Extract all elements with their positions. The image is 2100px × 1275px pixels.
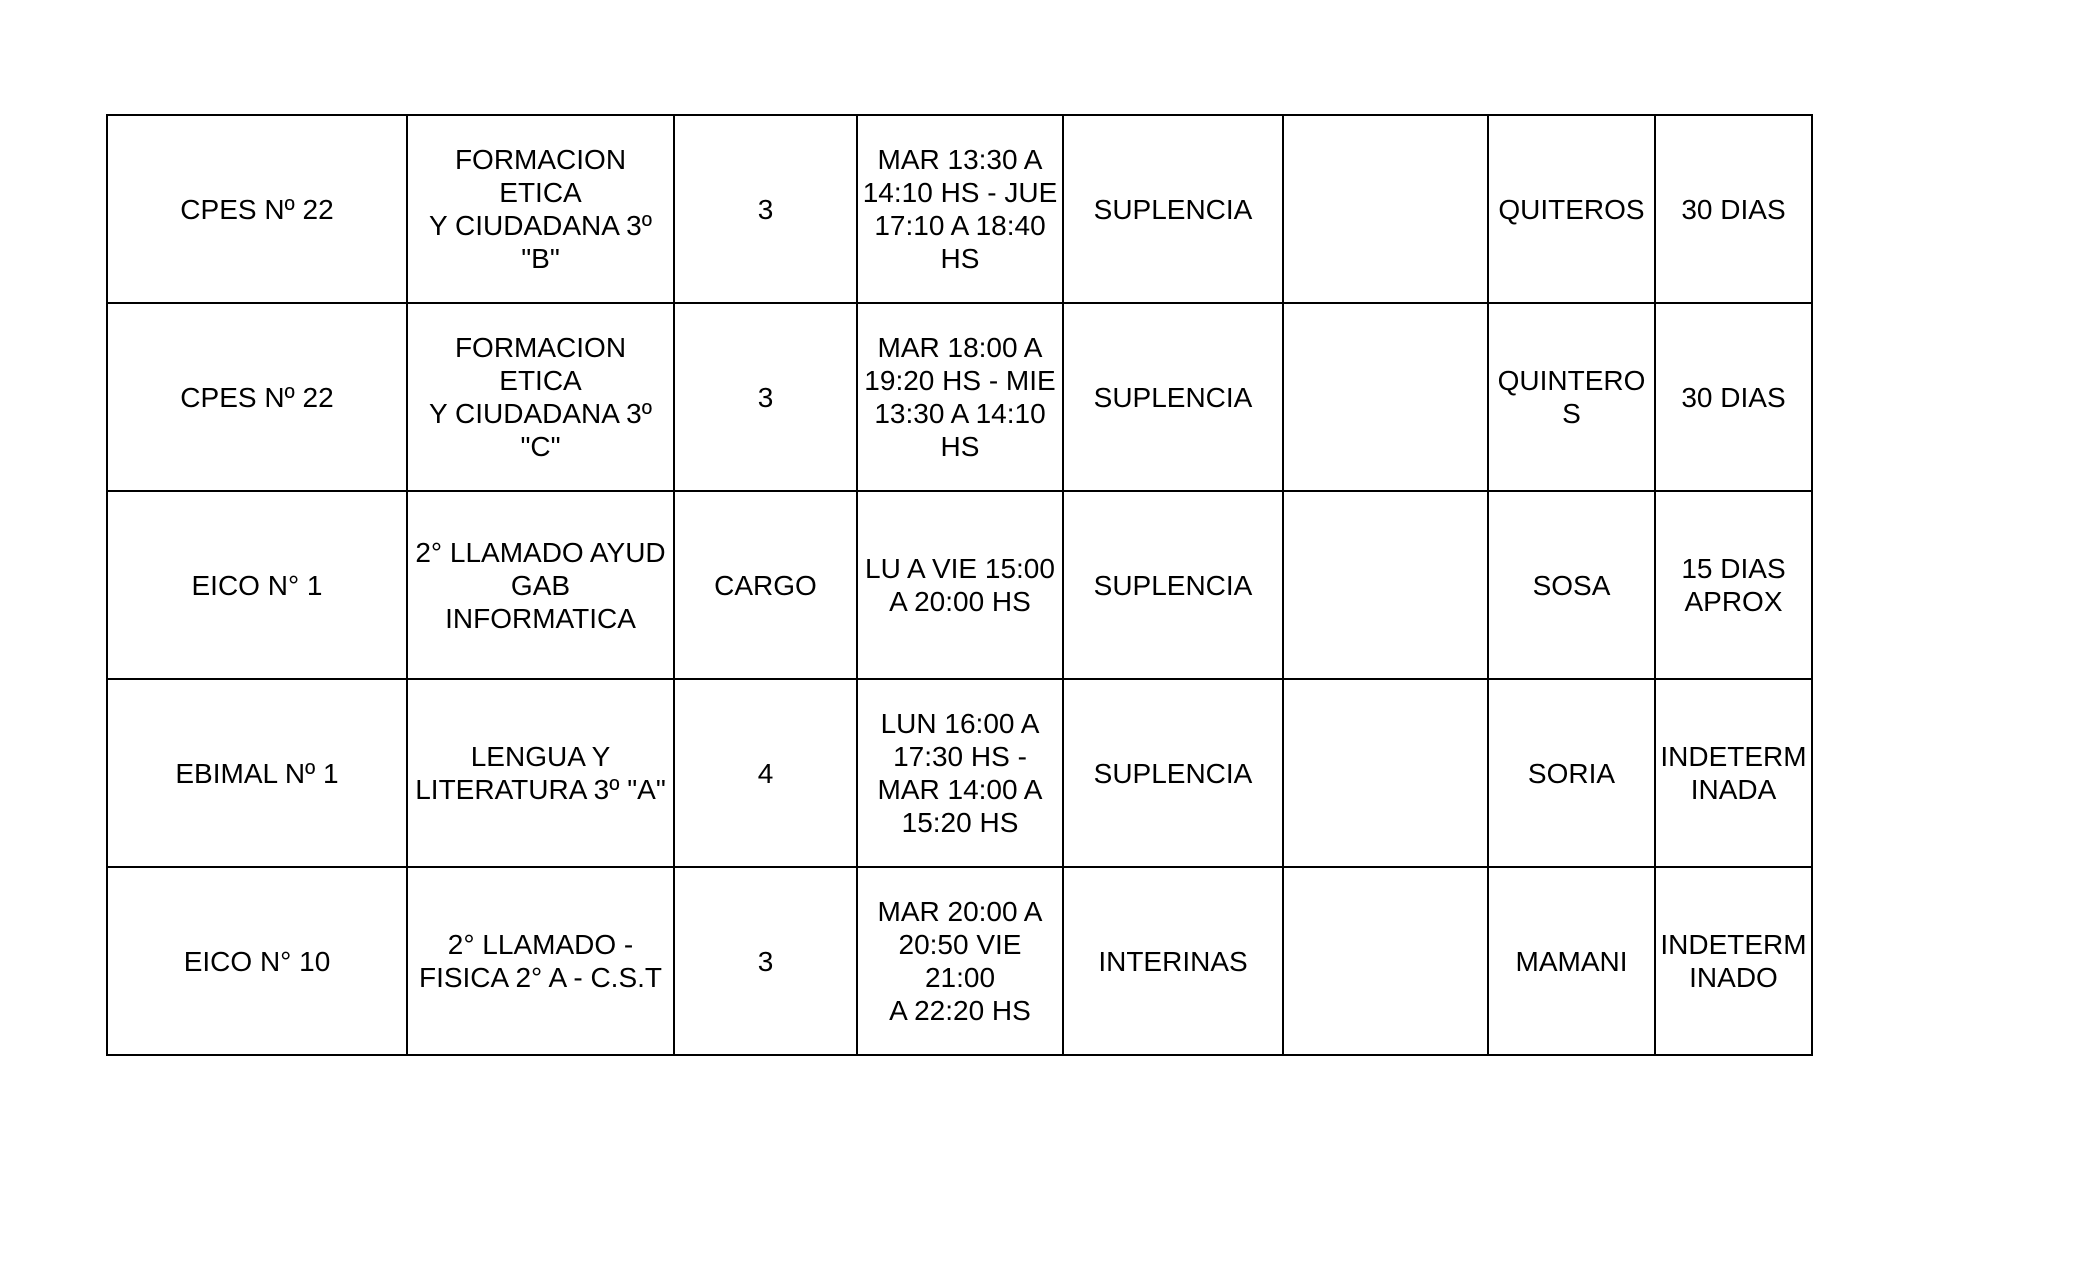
holder-cell: SORIA [1488, 679, 1655, 867]
type-cell: SUPLENCIA [1063, 679, 1283, 867]
type-cell: SUPLENCIA [1063, 303, 1283, 491]
duration-cell: INDETERM INADO [1655, 867, 1812, 1055]
subject-cell: FORMACION ETICA Y CIUDADANA 3º "B" [407, 115, 674, 303]
subject-cell: LENGUA Y LITERATURA 3º "A" [407, 679, 674, 867]
hours-cell: CARGO [674, 491, 857, 679]
holder-cell: QUINTERO S [1488, 303, 1655, 491]
duration-cell: 15 DIAS APROX [1655, 491, 1812, 679]
subject-cell: 2° LLAMADO - FISICA 2° A - C.S.T [407, 867, 674, 1055]
holder-cell: MAMANI [1488, 867, 1655, 1055]
type-cell: INTERINAS [1063, 867, 1283, 1055]
type-cell: SUPLENCIA [1063, 115, 1283, 303]
duration-cell: INDETERM INADA [1655, 679, 1812, 867]
blank-cell [1283, 679, 1488, 867]
duration-cell: 30 DIAS [1655, 115, 1812, 303]
schedule-cell: MAR 13:30 A 14:10 HS - JUE 17:10 A 18:40 HS [857, 115, 1063, 303]
blank-cell [1283, 867, 1488, 1055]
hours-cell: 3 [674, 115, 857, 303]
blank-cell [1283, 115, 1488, 303]
hours-cell: 3 [674, 867, 857, 1055]
schedule-cell: MAR 18:00 A 19:20 HS - MIE 13:30 A 14:10 HS [857, 303, 1063, 491]
blank-cell [1283, 491, 1488, 679]
school-cell: EICO N° 1 [107, 491, 407, 679]
blank-cell [1283, 303, 1488, 491]
subject-cell: FORMACION ETICA Y CIUDADANA 3º "C" [407, 303, 674, 491]
table-row [107, 303, 1812, 491]
school-cell: CPES Nº 22 [107, 303, 407, 491]
school-cell: CPES Nº 22 [107, 115, 407, 303]
schedule-cell: LUN 16:00 A 17:30 HS - MAR 14:00 A 15:20 HS [857, 679, 1063, 867]
school-cell: EICO N° 10 [107, 867, 407, 1055]
hours-cell: 3 [674, 303, 857, 491]
duration-cell: 30 DIAS [1655, 303, 1812, 491]
table-row [107, 115, 1812, 303]
table-row [107, 867, 1812, 1055]
schedule-cell: LU A VIE 15:00 A 20:00 HS [857, 491, 1063, 679]
table-row [107, 491, 1812, 679]
vacancies-table [106, 114, 1813, 1056]
holder-cell: QUITEROS [1488, 115, 1655, 303]
subject-cell: 2° LLAMADO AYUD GAB INFORMATICA [407, 491, 674, 679]
schedule-cell: MAR 20:00 A 20:50 VIE 21:00 A 22:20 HS [857, 867, 1063, 1055]
holder-cell: SOSA [1488, 491, 1655, 679]
type-cell: SUPLENCIA [1063, 491, 1283, 679]
hours-cell: 4 [674, 679, 857, 867]
table-row [107, 679, 1812, 867]
school-cell: EBIMAL Nº 1 [107, 679, 407, 867]
